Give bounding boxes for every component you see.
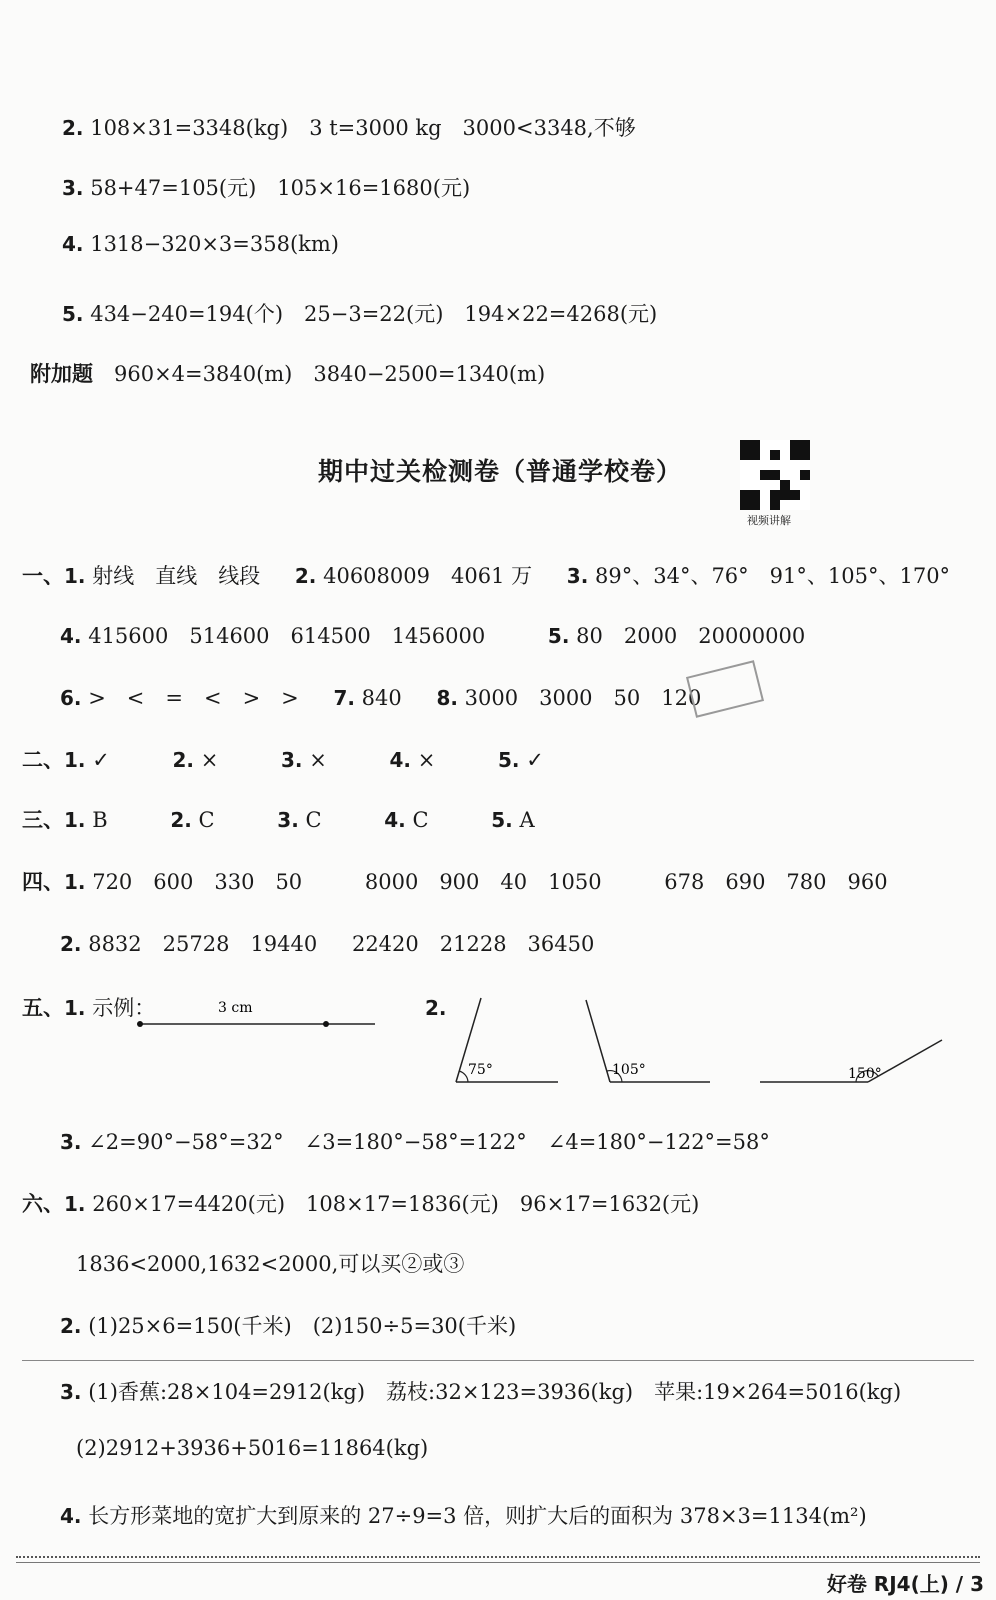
- footer-rule: [16, 1556, 980, 1558]
- answer-2: 2. 108×31=3348(kg) 3 t=3000 kg 3000<3348,不够: [62, 116, 636, 140]
- s6-row2: 2. (1)25×6=150(千米) (2)150÷5=30(千米): [60, 1314, 517, 1338]
- s5-row1-label: 五、1. 示例：: [22, 996, 156, 1020]
- answer-3: 3. 58+47=105(元) 105×16=1680(元): [62, 176, 471, 200]
- s6-row1b: 1836<2000,1632<2000,可以买②或③: [76, 1252, 465, 1276]
- s6-row4: 4. 长方形菜地的宽扩大到原来的 27÷9=3 倍，则扩大后的面积为 378×3=1134(m²): [60, 1504, 867, 1528]
- angle-105-label: 105°: [612, 1062, 646, 1078]
- footer-rule-2: [16, 1562, 980, 1563]
- s1-row2: 4. 415600 514600 614500 1456000 5. 80 2000 20000000: [60, 624, 806, 648]
- s5-row3: 3. ∠2=90°−58°=32° ∠3=180°−58°=122° ∠4=180°−122°=58°: [60, 1130, 770, 1154]
- segment-figure: [130, 996, 380, 1036]
- s1-row1: 一、1. 射线 直线 线段 2. 40608009 4061 万 3. 89°、34°、76° 91°、105°、170°: [22, 564, 951, 588]
- segment-label: 3 cm: [218, 1000, 253, 1016]
- s4-row1: 四、1. 720 600 330 50 8000 900 40 1050 678 690 780 960: [22, 870, 888, 894]
- s6-row3: 3. (1)香蕉:28×104=2912(kg) 荔枝:32×123=3936(kg) 苹果:19×264=5016(kg): [60, 1380, 902, 1404]
- stamp-mark: [686, 660, 764, 718]
- angles-figure: [450, 994, 955, 1094]
- answer-5: 5. 434−240=194(个) 25−3=22(元) 194×22=4268(元): [62, 302, 658, 326]
- angle-150-label: 150°: [848, 1066, 882, 1082]
- s1-row3: 6. > < = < > > 7. 840 8. 3000 3000 50 120: [60, 686, 702, 710]
- s4-row2: 2. 8832 25728 19440 22420 21228 36450: [60, 932, 595, 956]
- page-footer: 好卷 RJ4(上) / 3: [826, 1572, 984, 1596]
- extra-question: 附加题 960×4=3840(m) 3840−2500=1340(m): [30, 362, 546, 386]
- s2-row: 二、1. ✓ 2. × 3. × 4. × 5. ✓: [22, 748, 544, 772]
- s6-row1: 六、1. 260×17=4420(元) 108×17=1836(元) 96×17=1632(元): [22, 1192, 700, 1216]
- answer-4: 4. 1318−320×3=358(km): [62, 232, 339, 256]
- s3-row: 三、1. B 2. C 3. C 4. C 5. A: [22, 808, 535, 832]
- s6-row3b: (2)2912+3936+5016=11864(kg): [76, 1436, 429, 1460]
- qr-label: 视频讲解: [747, 514, 791, 527]
- page-title: 期中过关检测卷（普通学校卷）: [318, 457, 683, 486]
- angle-75-label: 75°: [468, 1062, 493, 1078]
- s5-q2-label: 2.: [425, 996, 447, 1020]
- qr-code-icon[interactable]: [740, 440, 810, 510]
- divider: [22, 1360, 974, 1361]
